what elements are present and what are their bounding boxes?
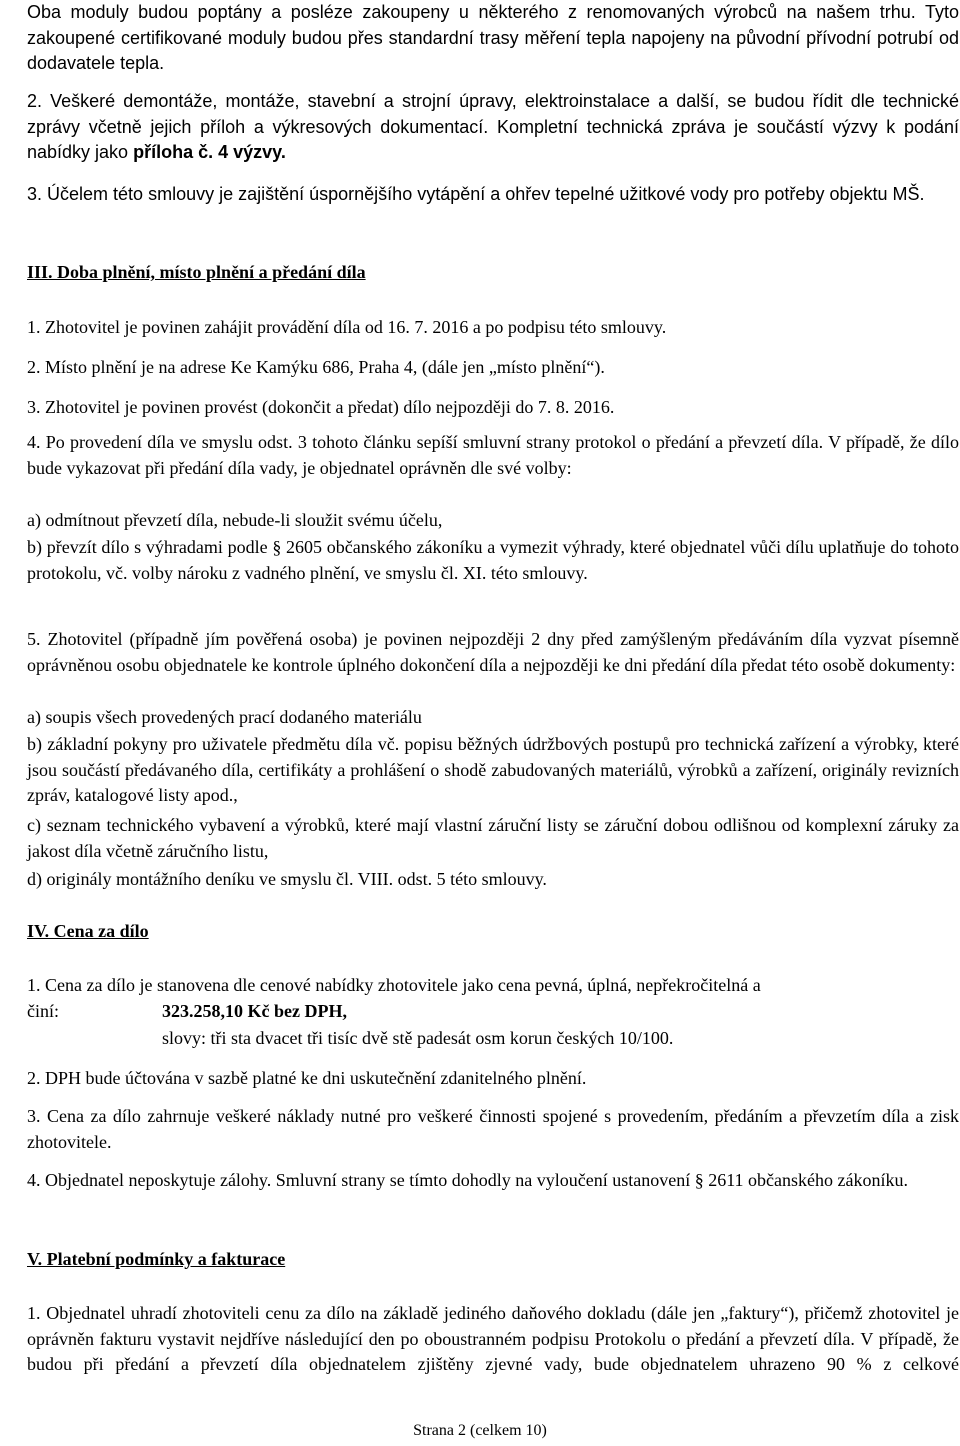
section-4-heading: IV. Cena za dílo: [27, 921, 149, 941]
paragraph-2-bold: příloha č. 4 výzvy.: [133, 142, 286, 163]
paragraph-2-text: Veškeré demontáže, montáže, stavební a strojní úpravy, elektroinstalace a další, se budou řídit dle technické zprávy včetně jejich příloh a výkresových dokumentací. Kompletní technická zpráva je součástí výzvy k podání nabídky jako: [27, 91, 959, 163]
intro-paragraph: Oba moduly budou poptány a posléze zakoupeny u některého z renomovaných výrobců na našem trhu. Tyto zakoupené certifikované moduly budou přes standardní trasy měření tepla napojeny na původní přívodní potrubí od dodavatele tepla.: [27, 2, 959, 74]
section-3-item-2: 2. Místo plnění je na adrese Ke Kamýku 686, Praha 4, (dále jen „místo plnění“).: [27, 357, 605, 377]
section-5-item-1: 1. Objednatel uhradí zhotoviteli cenu za dílo na základě jediného daňového dokladu (dále jen „faktury“), přičemž zhotovitel je oprávněn fakturu vystavit nejdříve následující den po oboustranném podpisu Protokolu o předání a převzetí díla. V případě, že budou při předání a převzetí díla objednatelem zjištěny zjevné vady, bude objednatelem uhrazeno 90 % z celkové: [27, 1303, 959, 1375]
section-4-item-3: 3. Cena za dílo zahrnuje veškeré náklady nutné pro veškeré činnosti spojené s provedením, předáním a převzetím díla a zisk zhotovitele.: [27, 1106, 959, 1152]
price-value: 323.258,10 Kč bez DPH,: [162, 1001, 347, 1021]
section-3-heading: III. Doba plnění, místo plnění a předání díla: [27, 262, 366, 282]
price-label: činí:: [27, 1001, 59, 1021]
section-3-item-5a: a) soupis všech provedených prací dodaného materiálu: [27, 707, 422, 727]
price-in-words: slovy: tři sta dvacet tři tisíc dvě stě padesát osm korun českých 10/100.: [162, 1028, 674, 1048]
section-3-item-5b: b) základní pokyny pro uživatele předmětu díla vč. popisu běžných údržbových postupů pro technická zařízení a výrobky, které jsou součástí předávaného díla, certifikáty a prohlášení o shodě zabudovaných materiálů, výrobků a zařízení, originály revizních zpráv, katalogové listy apod.,: [27, 734, 959, 806]
price-line: [27, 999, 959, 1025]
price-words-line: [27, 1026, 959, 1052]
section-3-item-1: 1. Zhotovitel je povinen zahájit provádění díla od 16. 7. 2016 a po podpisu této smlouvy.: [27, 317, 667, 337]
paragraph-3-number: 3.: [27, 184, 43, 204]
section-5-heading: V. Platební podmínky a fakturace: [27, 1249, 286, 1269]
section-3-item-5d: d) originály montážního deníku ve smyslu čl. VIII. odst. 5 této smlouvy.: [27, 869, 547, 889]
section-4-item-1: 1. Cena za dílo je stanovena dle cenové nabídky zhotovitele jako cena pevná, úplná, nepřekročitelná a: [27, 975, 761, 995]
section-3-item-4: 4. Po provedení díla ve smyslu odst. 3 tohoto článku sepíší smluvní strany protokol o předání a převzetí díla. V případě, že dílo bude vykazovat při předání díla vady, je objednatel oprávněn dle své volby:: [27, 432, 959, 478]
section-4-item-4: 4. Objednatel neposkytuje zálohy. Smluvní strany se tímto dohodly na vyloučení ustanovení § 2611 občanského zákoníku.: [27, 1170, 909, 1190]
section-4-item-2: 2. DPH bude účtována v sazbě platné ke dni uskutečnění zdanitelného plnění.: [27, 1068, 587, 1088]
paragraph-3-text: Účelem této smlouvy je zajištění úspornějšího vytápění a ohřev tepelné užitkové vody pro potřeby objektu MŠ.: [47, 184, 925, 204]
section-3-item-3: 3. Zhotovitel je povinen provést (dokončit a předat) dílo nejpozději do 7. 8. 2016.: [27, 397, 615, 417]
page-footer: Strana 2 (celkem 10): [413, 1422, 547, 1439]
paragraph-2-number: 2.: [27, 91, 43, 111]
section-3-item-5: 5. Zhotovitel (případně jím pověřená osoba) je povinen nejpozději 2 dny před zamýšleným předáváním díla vyzvat písemně oprávněnou osobu objednatele ke kontrole úplného dokončení díla a nejpozději ke dni předání díla předat této osobě dokumenty:: [27, 629, 959, 675]
paragraph-3: [27, 182, 959, 208]
section-3-item-5c: c) seznam technického vybavení a výrobků, které mají vlastní záruční listy se záruční dobou odlišnou od komplexní záruky za jakost díla včetně záručního listu,: [27, 815, 959, 861]
paragraph-2: [27, 89, 959, 166]
section-3-item-4a: a) odmítnout převzetí díla, nebude-li sloužit svému účelu,: [27, 510, 443, 530]
section-3-item-4b: b) převzít dílo s výhradami podle § 2605 občanského zákoníku a vymezit výhrady, které objednatel vůči dílu uplatňuje do tohoto protokolu, vč. volby nároku z vadného plnění, ve smyslu čl. XI. této smlouvy.: [27, 537, 959, 583]
